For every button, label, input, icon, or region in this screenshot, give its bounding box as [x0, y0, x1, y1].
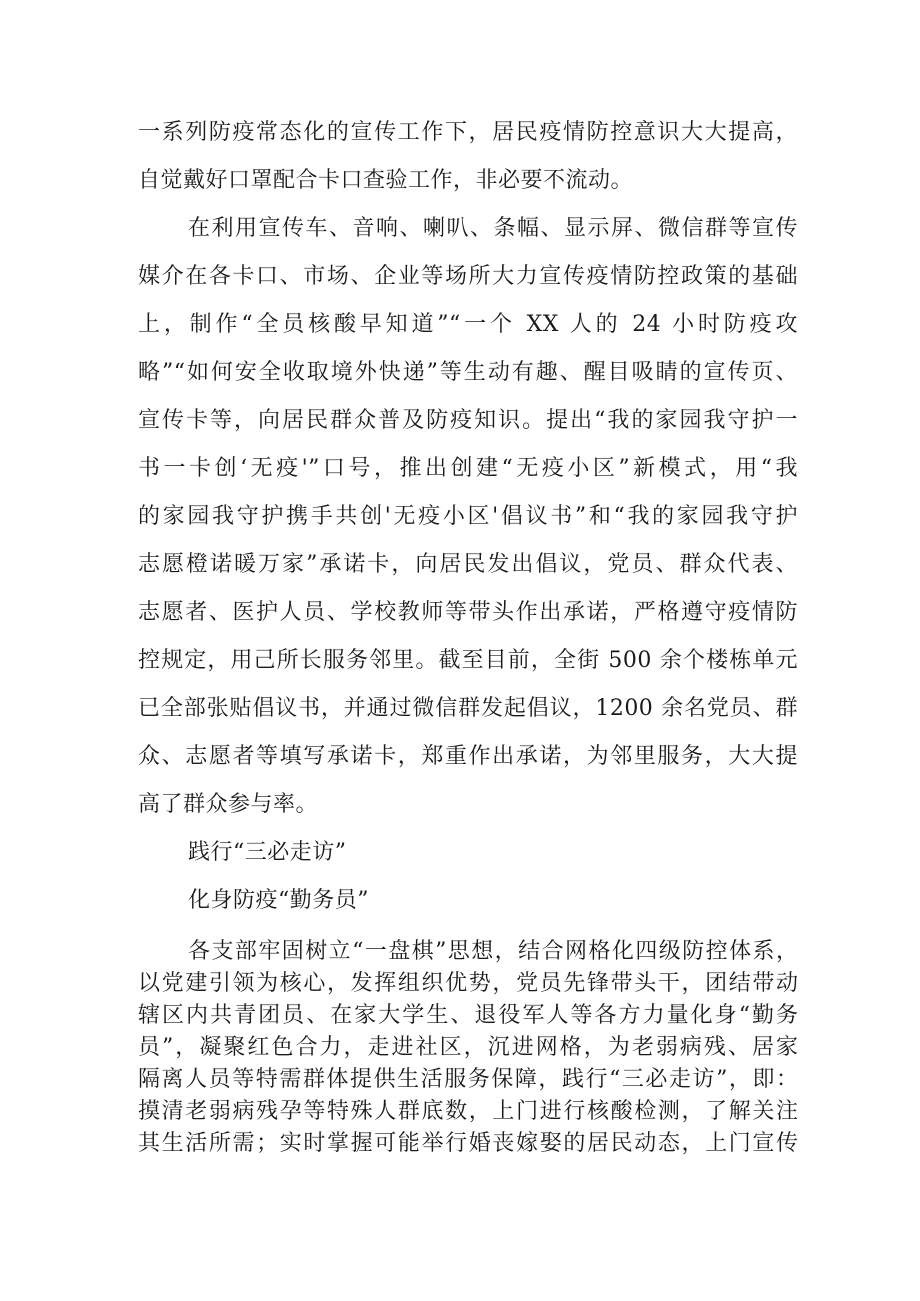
section-heading-2: 化身防疫“勤务员”	[188, 888, 369, 913]
paragraph-2-line-1: 在利用宣传车、音响、喇叭、条幅、显示屏、微信群等宣传	[188, 216, 798, 241]
paragraph-2-line-12: 众、志愿者等填写承诺卡，郑重作出承诺，为邻里服务，大大提	[138, 744, 798, 769]
paragraph-3-line-4: 员”，凝聚红色合力，走进社区，沉进网格，为老弱病残、居家	[138, 1035, 798, 1060]
paragraph-2-line-5: 宣传卡等，向居民群众普及防疫知识。提出“我的家园我守护一	[138, 408, 798, 433]
paragraph-2-line-11: 已全部张贴倡议书，并通过微信群发起倡议，1200 余名党员、群	[138, 696, 798, 721]
paragraph-2-line-4: 略”“如何安全收取境外快递”等生动有趣、醒目吸睛的宣传页、	[138, 360, 798, 385]
section-heading-1: 践行“三必走访”	[188, 840, 347, 865]
paragraph-2-line-3: 上，制作“全员核酸早知道”“一个 XX 人的 24 小时防疫攻	[138, 312, 798, 337]
paragraph-3-line-1: 各支部牢固树立“一盘棋”思想，结合网格化四级防控体系，	[188, 939, 798, 964]
paragraph-3-line-3: 辖区内共青团员、在家大学生、退役军人等各方力量化身“勤务	[138, 1003, 798, 1028]
paragraph-2-line-13: 高了群众参与率。	[138, 792, 319, 817]
paragraph-3-line-6: 摸清老弱病残孕等特殊人群底数，上门进行核酸检测，了解关注	[138, 1099, 798, 1124]
paragraph-3-line-7: 其生活所需；实时掌握可能举行婚丧嫁娶的居民动态，上门宣传	[138, 1131, 798, 1156]
paragraph-2-line-9: 志愿者、医护人员、学校教师等带头作出承诺，严格遵守疫情防	[138, 600, 798, 625]
paragraph-2-line-2: 媒介在各卡口、市场、企业等场所大力宣传疫情防控政策的基础	[138, 264, 798, 289]
paragraph-1-line-1: 一系列防疫常态化的宣传工作下，居民疫情防控意识大大提高，	[138, 120, 798, 145]
paragraph-2-line-10: 控规定，用己所长服务邻里。截至目前，全街 500 余个楼栋单元	[138, 648, 798, 673]
paragraph-2-line-7: 的家园我守护携手共创'无疫小区'倡议书”和“我的家园我守护	[138, 504, 798, 529]
paragraph-2-line-8: 志愿橙诺暖万家”承诺卡，向居民发出倡议，党员、群众代表、	[138, 552, 798, 577]
paragraph-3-line-5: 隔离人员等特需群体提供生活服务保障，践行“三必走访”，即：	[138, 1067, 798, 1092]
paragraph-1-line-2: 自觉戴好口罩配合卡口查验工作，非必要不流动。	[138, 168, 634, 193]
paragraph-3-line-2: 以党建引领为核心，发挥组织优势，党员先锋带头干，团结带动	[138, 971, 798, 996]
paragraph-2-line-6: 书一卡创‘无疫'”口号，推出创建“无疫小区”新模式，用“我	[138, 456, 798, 481]
